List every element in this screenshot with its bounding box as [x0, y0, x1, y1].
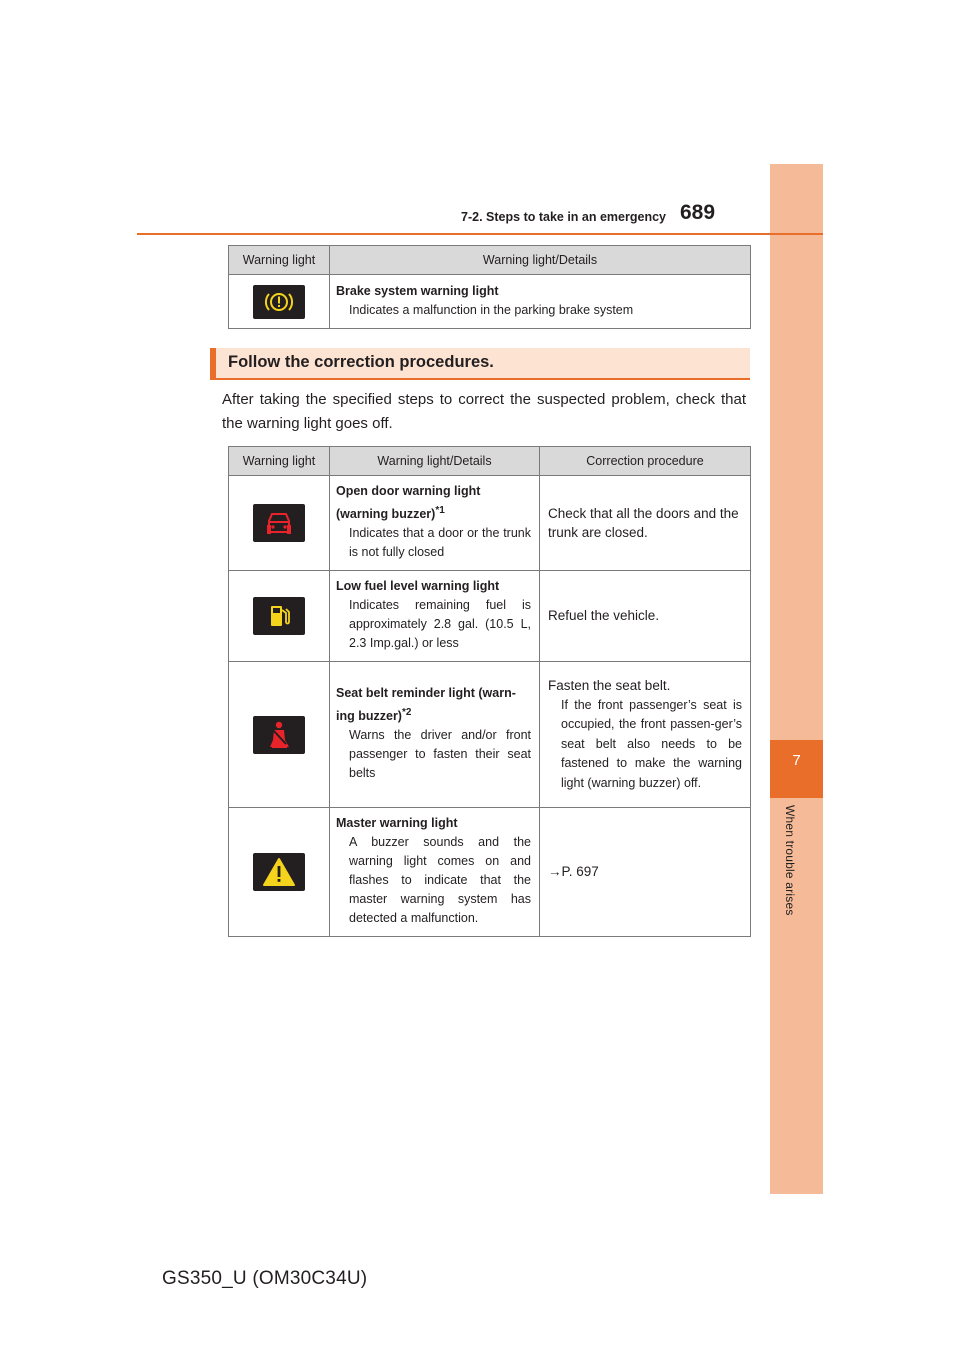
correction-cell	[540, 571, 751, 662]
fuel-pump-icon	[253, 597, 305, 635]
warning-title-text: Seat belt reminder light (warn-ing buzzer)	[336, 686, 516, 724]
brake-warning-icon	[253, 285, 305, 319]
table-row	[229, 275, 751, 329]
warning-title: Master warning light	[336, 816, 458, 831]
page-number: 689	[680, 201, 716, 224]
warning-title: Brake system warning light	[336, 283, 499, 298]
table-header-row	[229, 447, 751, 476]
detail-cell	[330, 662, 540, 808]
table-row	[229, 662, 751, 808]
correction-cell	[540, 808, 751, 937]
detail-cell	[330, 808, 540, 937]
footnote-mark: *1	[435, 505, 445, 516]
chapter-number: 7	[792, 752, 801, 769]
icon-cell	[229, 275, 330, 329]
page-reference-link[interactable]: →P. 697	[548, 864, 599, 880]
warning-detail: Warns the driver and/or front passenger to fasten their seat belts	[349, 728, 531, 781]
correction-text: Fasten the seat belt.	[548, 678, 671, 694]
correction-cell	[540, 662, 751, 808]
side-tab-highlight	[770, 740, 823, 798]
correction-text: Refuel the vehicle.	[548, 608, 660, 624]
section-heading	[210, 348, 750, 380]
section-intro: After taking the specified steps to correct the suspected problem, check that the warning light goes off.	[222, 391, 746, 432]
open-door-icon	[253, 504, 305, 542]
warning-title	[336, 482, 531, 524]
column-header: Warning light	[229, 447, 330, 476]
correction-subtext: If the front passenger’s seat is occupied, the front passen-ger’s seat belt also needs to be fastened to make the warning light (warning buzzer) off.	[561, 697, 742, 790]
warning-title: Low fuel level warning light	[336, 579, 500, 594]
warning-detail: A buzzer sounds and the warning light comes on and flashes to indicate that the master warning system has detected a malfunction.	[349, 835, 531, 926]
column-header: Warning light/Details	[330, 246, 751, 275]
detail-cell	[330, 275, 751, 329]
header-section: 7-2. Steps to take in an emergency	[461, 210, 666, 224]
warning-title-text: Open door warning light (warning buzzer)	[336, 484, 481, 522]
warning-detail: Indicates a malfunction in the parking brake system	[349, 302, 634, 317]
table-row	[229, 571, 751, 662]
icon-cell	[229, 808, 330, 937]
warning-light-table-1	[228, 245, 751, 329]
section-title: Follow the correction procedures.	[228, 353, 494, 371]
correction-cell	[540, 476, 751, 571]
warning-detail: Indicates that a door or the trunk is not fully closed	[349, 526, 531, 560]
table-header-row	[229, 246, 751, 275]
warning-detail: Indicates remaining fuel is approximately 2.8 gal. (10.5 L, 2.3 Imp.gal.) or less	[349, 598, 531, 651]
side-tab-bar	[770, 164, 823, 1194]
detail-cell	[330, 571, 540, 662]
icon-cell	[229, 662, 330, 808]
footnote-mark: *2	[401, 707, 412, 719]
warning-light-table-2	[228, 446, 751, 937]
table-row	[229, 808, 751, 937]
warning-title	[336, 684, 531, 726]
detail-cell	[330, 476, 540, 571]
icon-cell	[229, 571, 330, 662]
column-header: Warning light	[229, 246, 330, 275]
column-header: Correction procedure	[540, 447, 751, 476]
table-row	[229, 476, 751, 571]
footer-model: GS350_U (OM30C34U)	[162, 1268, 368, 1289]
seat-belt-icon	[253, 716, 305, 754]
header-divider	[137, 233, 823, 235]
column-header: Warning light/Details	[330, 447, 540, 476]
master-warning-icon	[253, 853, 305, 891]
chapter-title: When trouble arises	[783, 805, 797, 916]
correction-text: Check that all the doors and the trunk are closed.	[548, 505, 739, 541]
icon-cell	[229, 476, 330, 571]
